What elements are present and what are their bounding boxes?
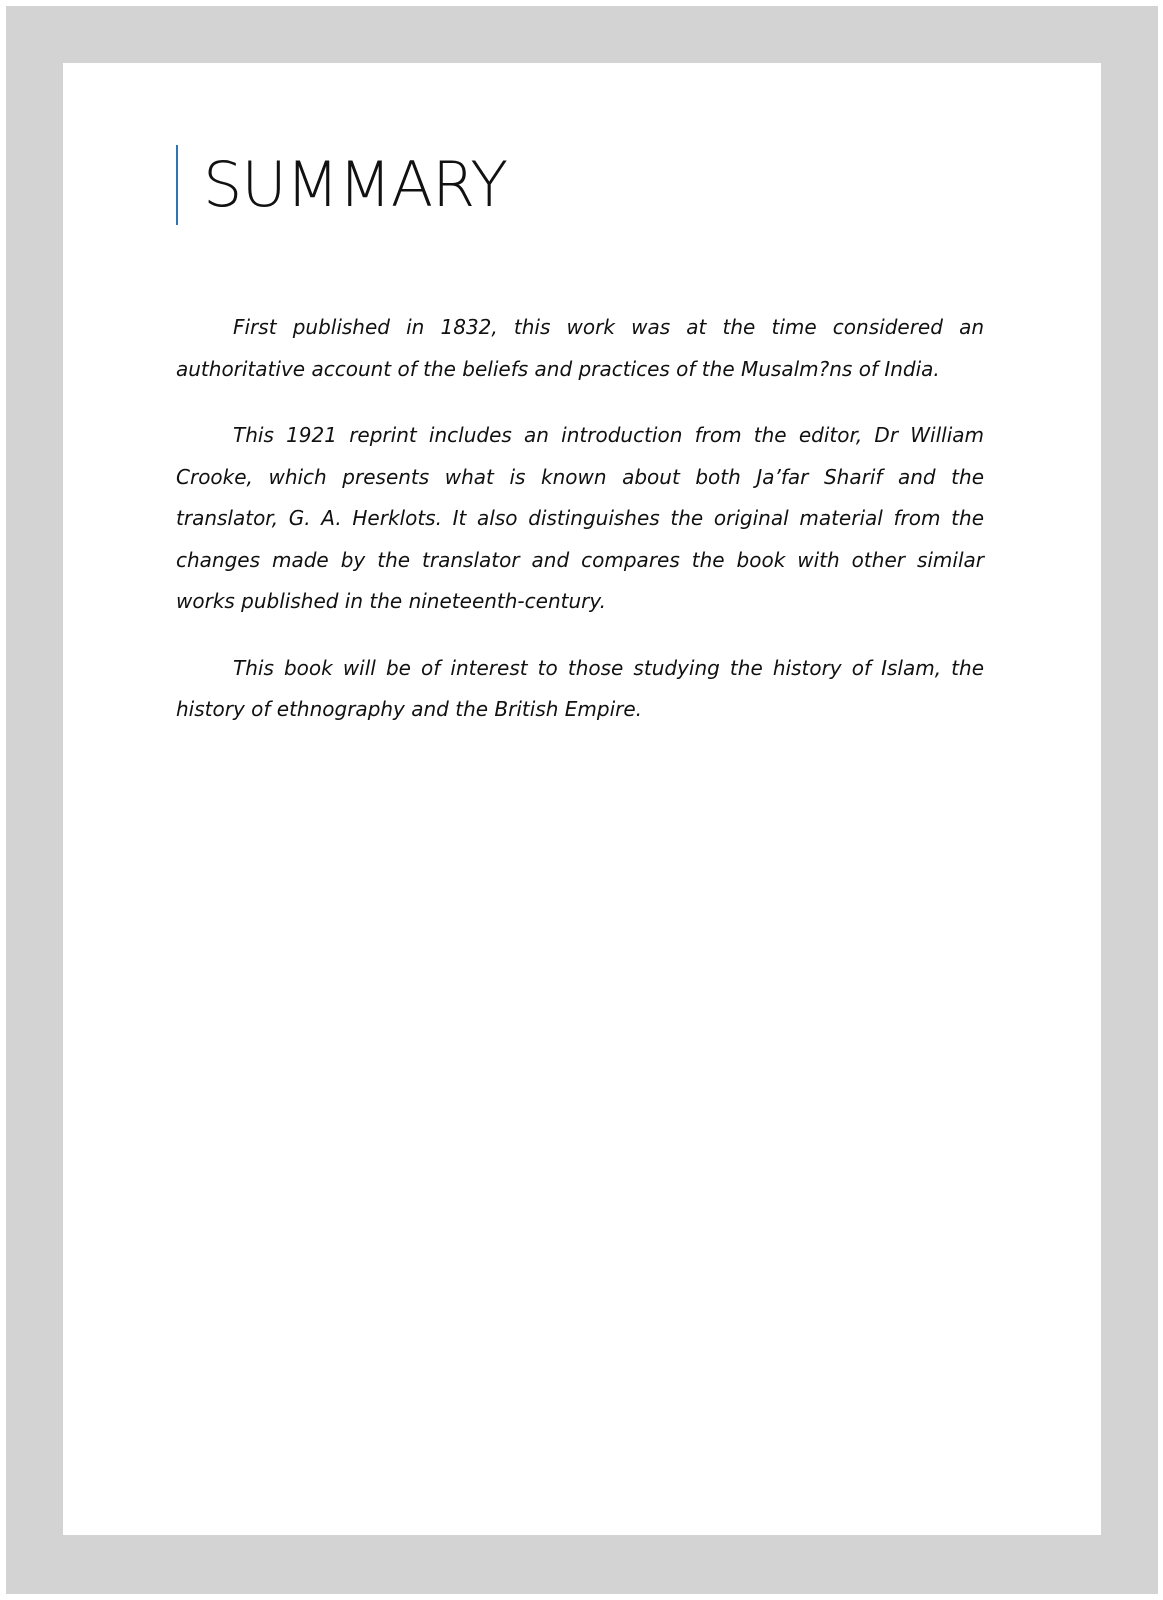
paragraph-2: This 1921 reprint includes an introduction from the editor, Dr William Crooke, which presents what is known about both Ja’far Sharif and the translator, G. A. Herklots. It also distinguishes the original material from the changes made by the translator and compares the book with other similar works published in the nineteenth-century. <box>176 423 984 613</box>
page-frame <box>6 6 1158 1594</box>
paragraph-3: This book will be of interest to those studying the history of Islam, the history of ethnography and the British Empire. <box>176 655 984 721</box>
heading-block <box>176 145 507 225</box>
document-page <box>63 63 1101 1535</box>
summary-body <box>176 307 984 756</box>
page-title: SUMMARY <box>203 148 508 221</box>
paragraph-1: First published in 1832, this work was at the time considered an authoritative account of the beliefs and practices of the Musalm?ns of India. <box>176 315 984 381</box>
heading-accent-bar <box>176 145 178 225</box>
